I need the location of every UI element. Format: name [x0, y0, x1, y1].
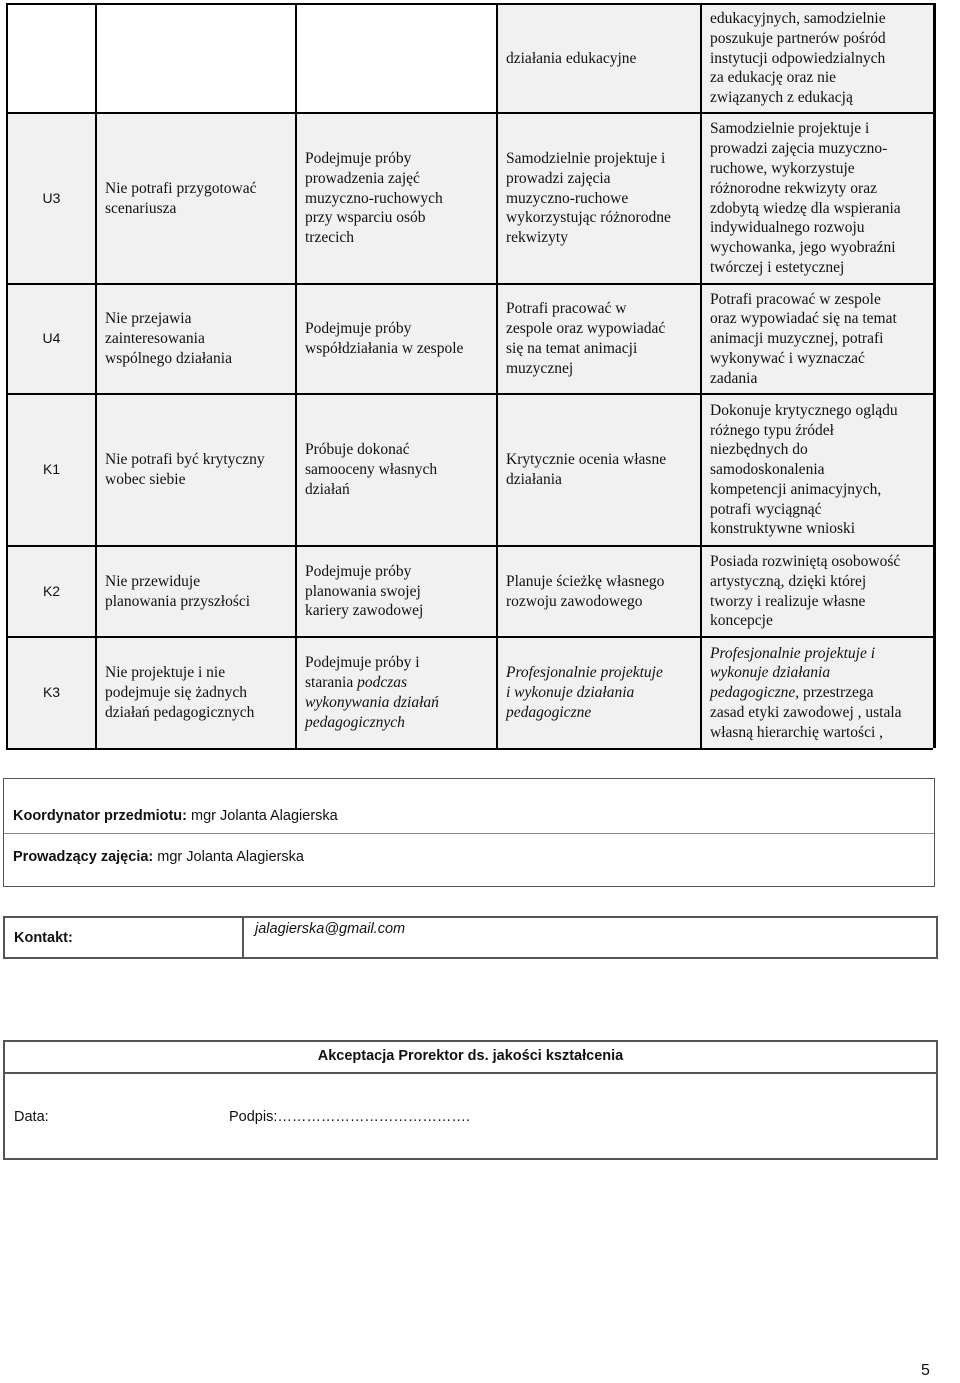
cell-line: zainteresowania [105, 330, 205, 348]
cell-line: Próbuje dokonać [305, 441, 410, 459]
contact-email[interactable]: jalagierska@gmail.com [255, 921, 406, 937]
grade-2-cell [95, 547, 295, 638]
cell-line: trzecich [305, 229, 355, 247]
code-cell-empty [6, 5, 95, 114]
cell-line: się na temat animacji [506, 340, 638, 357]
cell-line: Profesjonalnie projektuje i [710, 644, 876, 662]
divider [5, 1072, 936, 1074]
very-good-cell [700, 5, 933, 114]
cell-line: twórczej i estetycznej [710, 258, 845, 276]
cell-line: pedagogicznych [305, 713, 405, 731]
code-text: K2 [42, 582, 61, 599]
cell-line: ruchowe, wykorzystuje [710, 159, 855, 177]
cell-line: kompetencji animacyjnych, [710, 480, 882, 498]
cell-text-italic: pedagogiczne, [710, 684, 800, 702]
cell-line: za edukację oraz nie [710, 69, 837, 87]
instructor-value: mgr Jolanta Alagierska [153, 849, 304, 865]
cell-line: Nie przewiduje [105, 572, 201, 590]
date-label: Data: [14, 1109, 49, 1125]
cell-line: podejmuje się żadnych [105, 684, 248, 702]
grade-4-cell [496, 547, 700, 638]
coordinator-line [13, 808, 338, 824]
cell-line: różnorodne rekwizyty oraz [710, 179, 877, 197]
table-row-k2 [6, 547, 933, 638]
cell-line: działań pedagogicznych [105, 703, 255, 721]
cell-line: wykonuje działania [710, 664, 831, 682]
code-text: K1 [42, 461, 61, 478]
cell-line: planowania przyszłości [105, 592, 251, 610]
contact-box [3, 916, 938, 959]
cell-line: poszukuje partnerów pośród [710, 29, 886, 47]
grade-4-cell [496, 285, 700, 395]
cell-line [305, 673, 488, 693]
cell-line: przy wsparciu osób [305, 209, 426, 227]
cell-line: Podejmuje próby [305, 562, 412, 580]
cell-line: i wykonuje działania [506, 684, 635, 702]
cell-text: działania edukacyjne [506, 49, 637, 67]
divider [242, 918, 244, 957]
cell-line: muzyczno-ruchowe [506, 189, 629, 207]
cell-line: Krytycznie ocenia własne [506, 451, 667, 469]
cell-line: potrafi wyciągnąć [710, 500, 822, 518]
cell-line: współdziałania w zespole [305, 340, 464, 357]
cell-line: różnego typu źródeł [710, 421, 834, 439]
grade-2-cell [95, 285, 295, 395]
table-row-u4 [6, 285, 933, 395]
coordinator-box [3, 778, 935, 887]
grade-3-cell [295, 285, 496, 395]
cell-line: prowadzenia zajęć [305, 169, 420, 187]
cell-line: samodoskonalenia [710, 461, 825, 479]
cell-line: scenariusza [105, 199, 177, 217]
cell-line: rozwoju zawodowego [506, 592, 643, 610]
outcome-code [6, 395, 95, 547]
outcome-code [6, 285, 95, 395]
cell-line: tworzy i realizuje własne [710, 592, 866, 610]
cell-line: wykonywać i wyznaczać [710, 349, 865, 367]
cell-line: muzyczno-ruchowych [305, 189, 443, 207]
coordinator-label: Koordynator przedmiotu: [13, 808, 187, 824]
cell-line: planowania swojej [305, 582, 421, 600]
grade-4-cell [496, 395, 700, 547]
cell-line: kariery zawodowej [305, 602, 424, 620]
cell-text: starania [305, 674, 354, 692]
grade-2-cell [95, 395, 295, 547]
grade-5-cell [700, 285, 933, 395]
cell-line: wychowanka, jego wyobraźni [710, 239, 896, 257]
instructor-label: Prowadzący zajęcia: [13, 849, 154, 865]
table-row-continued [6, 5, 933, 114]
contact-label: Kontakt: [14, 930, 73, 946]
code-text: K3 [42, 684, 61, 701]
coordinator-value: mgr Jolanta Alagierska [187, 808, 338, 824]
cell-line: rekwizyty [506, 229, 568, 247]
divider [4, 833, 934, 834]
cell-line: wobec siebie [105, 471, 186, 488]
grade-4-cell [496, 638, 700, 750]
cell-line: Podejmuje próby [305, 320, 412, 338]
cell-line: animacji muzycznej, potrafi [710, 330, 884, 348]
code-text: U3 [42, 189, 61, 206]
cell-line: Nie potrafi być krytyczny [105, 451, 265, 469]
cell-line: prowadzi zajęcia [506, 169, 611, 187]
instructor-line [13, 849, 304, 865]
cell-line: Posiada rozwiniętą osobowość [710, 552, 901, 570]
cell-line: Nie potrafi przygotować [105, 179, 257, 197]
cell-line: muzycznej [506, 359, 574, 377]
cell-line: Dokonuje krytycznego oglądu [710, 401, 898, 419]
cell-line: zdobytą wiedzę dla wspierania [710, 199, 901, 217]
acceptance-title: Akceptacja Prorektor ds. jakości kształcenia [317, 1048, 624, 1064]
cell-line: niezbędnych do [710, 441, 808, 459]
grade-2-cell [95, 114, 295, 285]
sufficient-cell-empty [295, 5, 496, 114]
cell-text: przestrzega [802, 684, 874, 702]
cell-line: pedagogiczne [506, 703, 592, 721]
cell-line: Nie przejawia [105, 310, 192, 328]
cell-line: koncepcje [710, 612, 773, 630]
grade-5-cell [700, 114, 933, 285]
cell-line: Samodzielnie projektuje i [710, 120, 870, 138]
cell-line: indywidualnego rozwoju [710, 219, 865, 237]
cell-line: wykorzystując różnorodne [506, 209, 671, 227]
fail-cell-empty [95, 5, 295, 114]
outcome-code [6, 114, 95, 285]
cell-line: Nie projektuje i nie [105, 664, 226, 682]
cell-line: samooceny własnych [305, 461, 438, 479]
grade-3-cell [295, 547, 496, 638]
cell-line: zespole oraz wypowiadać [506, 320, 666, 338]
cell-line: Profesjonalnie projektuje [506, 664, 663, 682]
cell-line: artystyczną, dzięki której [710, 572, 867, 590]
cell-line: edukacyjnych, samodzielnie [710, 10, 886, 27]
learning-outcomes-table [6, 3, 936, 748]
grade-2-cell [95, 638, 295, 750]
grade-5-cell [700, 638, 933, 750]
grade-5-cell [700, 547, 933, 638]
cell-line: konstruktywne wnioski [710, 520, 856, 538]
table-row-k3 [6, 638, 933, 750]
cell-line: Planuje ścieżkę własnego [506, 572, 665, 590]
page-number: 5 [921, 1362, 930, 1379]
cell-line: oraz wypowiadać się na temat [710, 310, 897, 328]
acceptance-box [3, 1040, 938, 1160]
cell-line: Potrafi pracować w [506, 300, 627, 318]
grade-3-cell [295, 114, 496, 285]
cell-line: wykonywania działań [305, 694, 439, 711]
cell-line [710, 683, 925, 703]
signature-label: Podpis:…………………………………. [229, 1109, 470, 1125]
cell-line: zasad etyki zawodowej , ustala [710, 703, 902, 721]
cell-line: działania [506, 471, 562, 488]
outcome-code [6, 547, 95, 638]
cell-line: prowadzi zajęcia muzyczno- [710, 140, 888, 158]
cell-line: Podejmuje próby i [305, 654, 420, 672]
cell-line: Podejmuje próby [305, 150, 412, 167]
code-text: U4 [42, 330, 61, 347]
outcome-code [6, 638, 95, 750]
table-row-k1 [6, 395, 933, 547]
table-row-u3 [6, 114, 933, 285]
cell-line: własną hierarchię wartości , [710, 723, 884, 741]
cell-text-italic: podczas [357, 674, 408, 692]
good-cell [496, 5, 700, 114]
cell-line: związanych z edukacją [710, 89, 853, 107]
cell-line: instytucji odpowiedzialnych [710, 49, 886, 67]
cell-line: wspólnego działania [105, 349, 232, 367]
grade-3-cell [295, 638, 496, 750]
cell-line: Potrafi pracować w zespole [710, 290, 881, 308]
cell-line: Samodzielnie projektuje i [506, 150, 666, 167]
grade-3-cell [295, 395, 496, 547]
grade-4-cell [496, 114, 700, 285]
cell-line: działań [305, 480, 350, 498]
grade-5-cell [700, 395, 933, 547]
cell-line: zadania [710, 369, 758, 387]
